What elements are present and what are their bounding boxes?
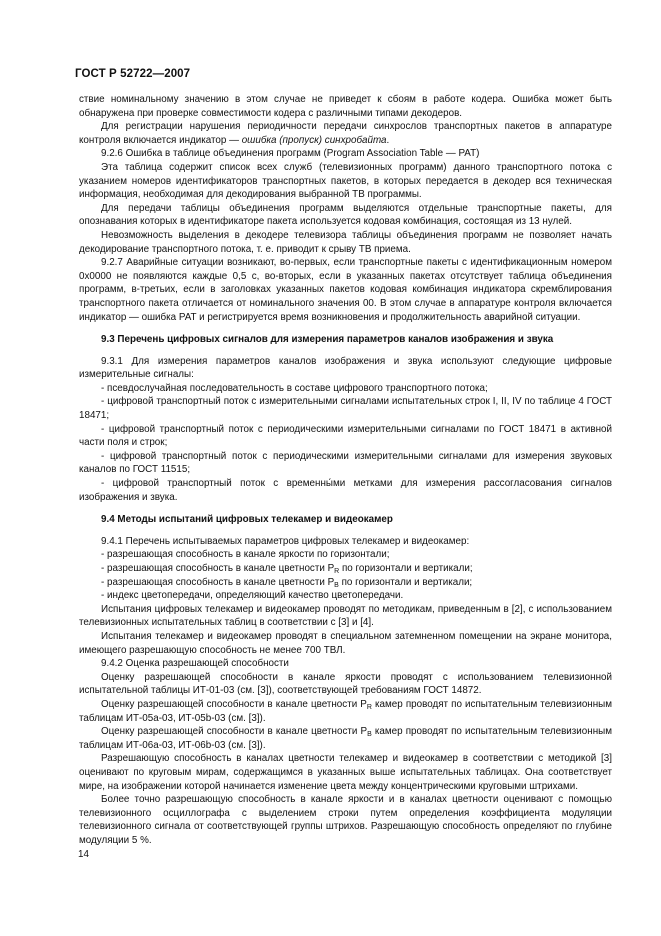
subscript-text: B: [367, 731, 372, 739]
paragraph: [79, 671, 612, 698]
paragraph: [79, 793, 612, 847]
paragraph-text: 9.3 Перечень цифровых сигналов для измерения параметров каналов изображения и звука: [101, 334, 554, 346]
paragraph-text: 9.3.1 Для измерения параметров каналов изображения и звука используют следующие цифровые измерительные сигналы:: [79, 355, 612, 381]
paragraph: [79, 603, 612, 630]
paragraph-text: ствие номинальному значению в этом случае не приведет к сбоям в работе кодера. Ошибка может быть обнаружена при проверке совместимости кодера с различными типами декодеров.: [79, 94, 612, 119]
page-number: 14: [78, 849, 89, 860]
paragraph-text: Невозможность выделения в декодере телевизора таблицы объединения программ не позволяет начать декодирование транспортного потока, т. е. приводит к срыву ТВ приема.: [79, 229, 612, 255]
paragraph: [79, 161, 612, 202]
paragraph: [79, 562, 612, 576]
paragraph: [79, 355, 612, 382]
paragraph-text: - цифровой транспортный поток с временны́ми метками для измерения рассогласования сигналов изображения и звука.: [79, 478, 612, 503]
paragraph: [79, 256, 612, 324]
paragraph: [79, 147, 612, 161]
paragraph-text-continued: камер проводят по испытательным телевизионным таблицам ИТ-05а-03, ИТ-05b-03 (см. [3]).: [79, 698, 613, 724]
paragraph-text: Более точно разрешающую способность в канале яркости и в каналах цветности оценивают с помощью телевизионного осциллографа с выделением строки путем определения коэффициента модуляции телевизионного сигнала от соответствующей группы штрихов. Разрешающую способность определяют по глубине модуляции 5 %.: [79, 794, 612, 846]
paragraph-text: - псевдослучайная последовательность в составе цифрового транспортного потока;: [101, 382, 488, 394]
paragraph-text: Разрешающую способность в каналах цветности телекамер и видеокамер в соответствии с методикой [3] оценивают по круговым мирам, содержащимся в указанных выше испытательных таблицах. Она соответствует мире, на изображении которой начинается изменение цвета между концентрическими круговыми штрихами.: [79, 753, 612, 792]
paragraph-text: - разрешающая способность в канале яркости по горизонтали;: [101, 549, 390, 561]
paragraph: [79, 630, 612, 657]
paragraph-text: - разрешающая способность в канале цветности P: [101, 563, 335, 574]
paragraph: [79, 589, 612, 603]
paragraph-text: - цифровой транспортный поток с периодическими измерительными сигналами для измерения звуковых каналов по ГОСТ 11515;: [79, 450, 612, 476]
paragraph: [79, 698, 612, 725]
paragraph-text-continued: по горизонтали и вертикали;: [339, 563, 473, 574]
paragraph: [79, 450, 612, 477]
paragraph: [79, 202, 612, 229]
paragraph: [79, 725, 612, 752]
section-heading: [79, 513, 612, 527]
paragraph-text: Испытания телекамер и видеокамер проводят в специальном затемненном помещении на экране монитора, имеющего разрешающую способность не менее 700 ТВЛ.: [79, 630, 612, 656]
paragraph-text: - цифровой транспортный поток с периодическими измерительными сигналами по ГОСТ 18471 в активной части поля и строк;: [79, 423, 612, 449]
paragraph-text: - цифровой транспортный поток с измерительными сигналами испытательных строк I, II, IV по таблице 4 ГОСТ 18471;: [79, 396, 612, 422]
paragraph-text-continued: камер проводят по испытательным телевизионным таблицам ИТ-06а-03, ИТ-06b-03 (см. [3]).: [79, 726, 612, 751]
paragraph: [79, 548, 612, 562]
paragraph: [79, 229, 612, 256]
document-body: [79, 93, 612, 847]
paragraph-text: 9.2.7 Аварийные ситуации возникают, во-первых, если транспортные пакеты с идентификационным номером 0x0000 не появляются каждые 0,5 с, во-вторых, если в указанных пакетах отсутствует таблица объединения программ, в-третьих, если в заголовках указанных пакетов кодовая комбинация индикатора скремблирования транспортного пакета отличается от номинального значения 00. В этом случае в аппаратуре контроля включается индикатор — ошибка PAT и регистрируется время возникновения и продолжительность аварийной ситуации.: [79, 257, 612, 323]
paragraph: [79, 93, 612, 120]
paragraph-text: Оценку разрешающей способности в канале яркости проводят с использованием телевизионной испытательной таблицы ИТ-01-03 (см. [3]), соответствующей требованиям ГОСТ 14872.: [79, 671, 612, 697]
paragraph-text: Оценку разрешающей способности в канале цветности P: [101, 698, 367, 710]
paragraph: [79, 576, 612, 590]
paragraph-text: 9.4 Методы испытаний цифровых телекамер и видеокамер: [101, 514, 393, 526]
paragraph-text: - индекс цветопередачи, определяющий качество цветопередачи.: [101, 590, 404, 602]
paragraph-text-continued: по горизонтали и вертикали;: [338, 576, 473, 588]
paragraph-text: Испытания цифровых телекамер и видеокамер проводят по методикам, приведенным в [2], с использованием телевизионных испытательных таблиц в соответствии с [3] и [4].: [79, 603, 612, 629]
paragraph: [79, 657, 612, 671]
paragraph: [79, 535, 612, 549]
paragraph-text: Для регистрации нарушения периодичности передачи синхрослов транспортных пакетов в аппаратуре контроля включается индикатор —: [79, 121, 612, 146]
section-heading: [79, 333, 612, 347]
paragraph: [79, 395, 612, 422]
subscript-text: R: [334, 568, 340, 575]
paragraph-text: Эта таблица содержит список всех служб (телевизионных программ) данного транспортного потока с указанием номеров идентификаторов транспортных пакетов, в которых передается в декодер вся техническая информация, необходимая для декодирования выбранной ТВ программы.: [79, 161, 612, 201]
paragraph-text: 9.4.1 Перечень испытываемых параметров цифровых телекамер и видеокамер:: [101, 535, 470, 547]
paragraph-text: 9.2.6 Ошибка в таблице объединения программ (Program Association Table — PAT): [101, 148, 480, 160]
emphasis-text: ошибка (пропуск) синхробайта: [241, 134, 387, 146]
subscript-text: B: [334, 581, 339, 589]
paragraph: [79, 120, 612, 147]
paragraph: [79, 752, 612, 793]
paragraph: [79, 382, 612, 396]
subscript-text: R: [366, 703, 372, 711]
paragraph-text: - разрешающая способность в канале цветности P: [101, 576, 335, 588]
paragraph: [79, 477, 612, 504]
document-header: ГОСТ Р 52722—2007: [75, 68, 191, 80]
paragraph: [79, 423, 612, 450]
paragraph-text: Оценку разрешающей способности в канале цветности P: [101, 726, 368, 738]
paragraph-text-continued: .: [386, 134, 390, 146]
paragraph-text: 9.4.2 Оценка разрешающей способности: [101, 658, 289, 670]
paragraph-text: Для передачи таблицы объединения программ выделяются отдельные транспортные пакеты, для опознавания которых в идентификаторе пакета используется кодовая комбинация, состоящая из 13 нулей.: [79, 202, 612, 228]
